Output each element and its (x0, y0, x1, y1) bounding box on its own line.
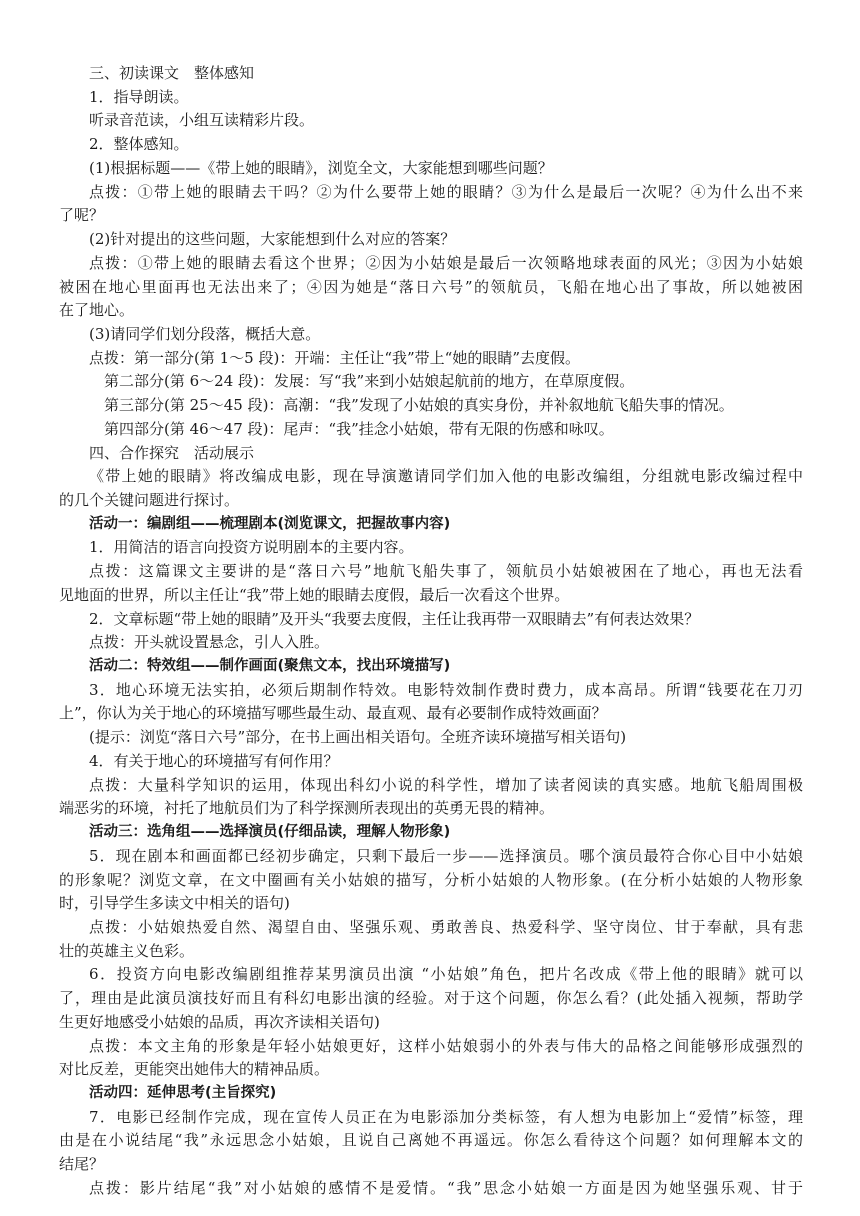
text-line: 结尾？ (59, 1155, 105, 1174)
text-line: 点拨：本文主角的形象是年轻小姑娘更好，这样小姑娘弱小的外表与伟大的品格之间能够形成强烈的 (89, 1036, 803, 1055)
text-line: 点拨：小姑娘热爱自然、渴望自由、坚强乐观、勇敢善良、热爱科学、坚守岗位、甘于奉献，具有悲 (89, 917, 803, 936)
text-line: 6．投资方向电影改编剧组推荐某男演员出演 “小姑娘”角色，把片名改成《带上他的眼睛》就可以 (89, 965, 803, 984)
text-line: (1)根据标题——《带上她的眼睛》，浏览全文，大家能想到哪些问题？ (89, 158, 553, 177)
text-line: 点拨：大量科学知识的运用，体现出科幻小说的科学性，增加了读者阅读的真实感。地航飞船周围极 (89, 775, 803, 794)
text-line: 点拨：①带上她的眼睛去干吗？②为什么要带上她的眼睛？③为什么是最后一次呢？④为什么出不来 (89, 182, 803, 201)
text-line: 的形象呢？浏览文章，在文中圈画有关小姑娘的描写，分析小姑娘的人物形象。(在分析小姑娘的人物形象 (59, 870, 803, 889)
section-heading: 活动二：特效组——制作画面(聚焦文本，找出环境描写) (89, 658, 451, 674)
section-heading: 活动一：编剧组——梳理剧本(浏览课文，把握故事内容) (89, 515, 451, 532)
text-line: 《带上她的眼睛》将改编成电影，现在导演邀请同学们加入他的电影改编组，分组就电影改编过程中 (89, 467, 803, 486)
text-line: 四、合作探究 活动展示 (89, 443, 255, 462)
text-line: 1．用简洁的语言向投资方说明剧本的主要内容。 (89, 538, 414, 557)
text-line: 由是在小说结尾“我”永远思念小姑娘，且说自己离她不再遥远。你怎么看待这个问题？如何理解本文的 (59, 1131, 803, 1150)
text-line: 壮的英雄主义色彩。 (59, 941, 195, 960)
text-line: 生更好地感受小姑娘的品质，再次齐读相关语句) (59, 1012, 380, 1031)
text-line: 7．电影已经制作完成，现在宣传人员正在为电影添加分类标签，有人想为电影加上“爱情”标签，理 (89, 1107, 803, 1126)
text-line: 点拨：第一部分(第 1～5 段)：开端：主任让“我”带上“她的眼睛”去度假。 (89, 348, 581, 367)
text-line: 了，理由是此演员演技好而且有科幻电影出演的经验。对于这个问题，你怎么看？(此处插入视频，帮助学 (59, 989, 803, 1008)
text-line: 5．现在剧本和画面都已经初步确定，只剩下最后一步——选择演员。哪个演员最符合你心目中小姑娘 (89, 846, 803, 865)
text-line: 点拨：影片结尾“我”对小姑娘的感情不是爱情。“我”思念小姑娘一方面是因为她坚强乐观、甘于 (89, 1178, 803, 1197)
text-line: (提示：浏览“落日六号”部分，在书上画出相关语句。全班齐读环境描写相关语句) (89, 728, 627, 747)
text-line: 3．地心环境无法实拍，必须后期制作特效。电影特效制作费时费力，成本高昂。所谓“钱要花在刀刃 (89, 680, 803, 699)
text-line: 在了地心。 (59, 301, 135, 320)
text-line: 第三部分(第 25～45 段)：高潮：“我”发现了小姑娘的真实身份，并补叙地航飞船失事的情况。 (104, 396, 734, 415)
text-line: 的几个关键问题进行探讨。 (59, 491, 240, 509)
section-heading: 活动四：延伸思考(主旨探究) (89, 1085, 277, 1101)
text-line: 1．指导朗读。 (89, 87, 189, 106)
section-heading: 活动三：选角组——选择演员(仔细品读，理解人物形象) (89, 824, 451, 840)
text-line: 听录音范读，小组互读精彩片段。 (89, 111, 315, 130)
text-line: 了呢？ (59, 206, 105, 225)
text-line: (2)针对提出的这些问题，大家能想到什么对应的答案？ (89, 230, 456, 248)
text-line: 2．文章标题“带上她的眼睛”及开头“我要去度假，主任让我再带一双眼睛去”有何表达效果？ (89, 609, 700, 628)
text-line: 第四部分(第 46～47 段)：尾声：“我”挂念小姑娘，带有无限的伤感和咏叹。 (104, 419, 614, 438)
text-line: 端恶劣的环境，衬托了地航员们为了科学探测所表现出的英勇无畏的精神。 (59, 799, 555, 818)
text-line: (3)请同学们划分段落，概括大意。 (89, 324, 321, 343)
text-line: 点拨：开头就设置悬念，引人入胜。 (89, 633, 330, 652)
text-line: 被困在地心里面再也无法出来了；④因为她是“落日六号”的领航员，飞船在地心出了事故，所以她被困 (59, 277, 803, 296)
text-line: 见地面的世界，所以主任让“我”带上她的眼睛去度假，最后一次看这个世界。 (59, 585, 570, 604)
text-line: 4．有关于地心的环境描写有何作用？ (89, 751, 339, 770)
text-line: 2．整体感知。 (89, 135, 189, 154)
text-line: 第二部分(第 6～24 段)：发展：写“我”来到小姑娘起航前的地方，在草原度假。 (104, 372, 635, 391)
text-line: 上”，你认为关于地心的环境描写哪些最生动、最直观、最有必要制作成特效画面？ (59, 704, 607, 723)
text-line: 点拨：这篇课文主要讲的是“落日六号”地航飞船失事了，领航员小姑娘被困在了地心，再也无法看 (89, 562, 803, 581)
text-line: 时，引导学生多读文中相关的语句) (59, 894, 290, 913)
text-line: 对比反差，更能突出她伟大的精神品质。 (59, 1060, 330, 1079)
text-line: 点拨：①带上她的眼睛去看这个世界；②因为小姑娘是最后一次领略地球表面的风光；③因为小姑娘 (89, 253, 803, 272)
text-line: 三、初读课文 整体感知 (89, 64, 255, 82)
